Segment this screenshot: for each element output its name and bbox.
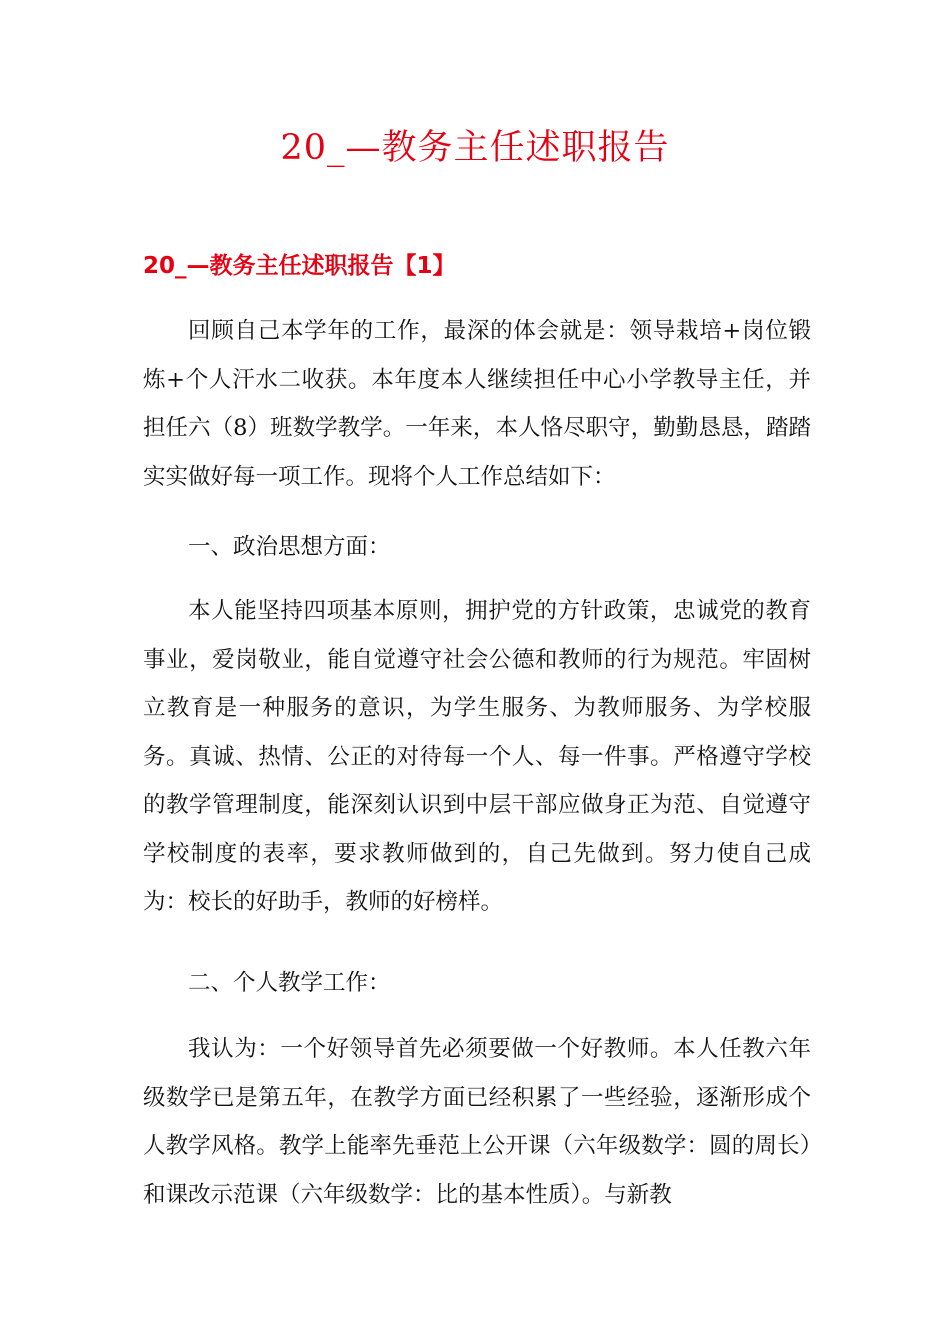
document-title: 20_—教务主任述职报告 [280,128,670,168]
paragraph-intro: 回顾自己本学年的工作，最深的体会就是：领导栽培+岗位锻炼+个人汗水二收获。本年度本人继续担任中心小学教导主任，并担任六（8）班数学教学。一年来，本人恪尽职守，勤勤恳恳，踏踏实实做好每一项工作。现将个人工作总结如下： [143,318,811,490]
paragraph-political-thought: 本人能坚持四项基本原则，拥护党的方针政策，忠诚党的教育事业，爱岗敬业，能自觉遵守社会公德和教师的行为规范。牢固树立教育是一种服务的意识，为学生服务、为教师服务、为学校服务。真诚、热情、公正的对待每一个人、每一件事。严格遵守学校的教学管理制度，能深刻认识到中层干部应做身正为范、自觉遵守学校制度的表率，要求教师做到的，自己先做到。努力使自己成为：校长的好助手，教师的好榜样。 [143,598,811,915]
heading-political-thought: 一、政治思想方面： [188,534,391,560]
section-title: 20_—教务主任述职报告【1】 [143,253,456,279]
paragraph-personal-teaching: 我认为：一个好领导首先必须要做一个好教师。本人任教六年级数学已是第五年，在教学方面已经积累了一些经验，逐渐形成个人教学风格。教学上能率先垂范上公开课（六年级数学：圆的周长）和课改示范课（六年级数学：比的基本性质）。与新教 [143,1036,811,1208]
heading-personal-teaching: 二、个人教学工作： [188,970,391,996]
